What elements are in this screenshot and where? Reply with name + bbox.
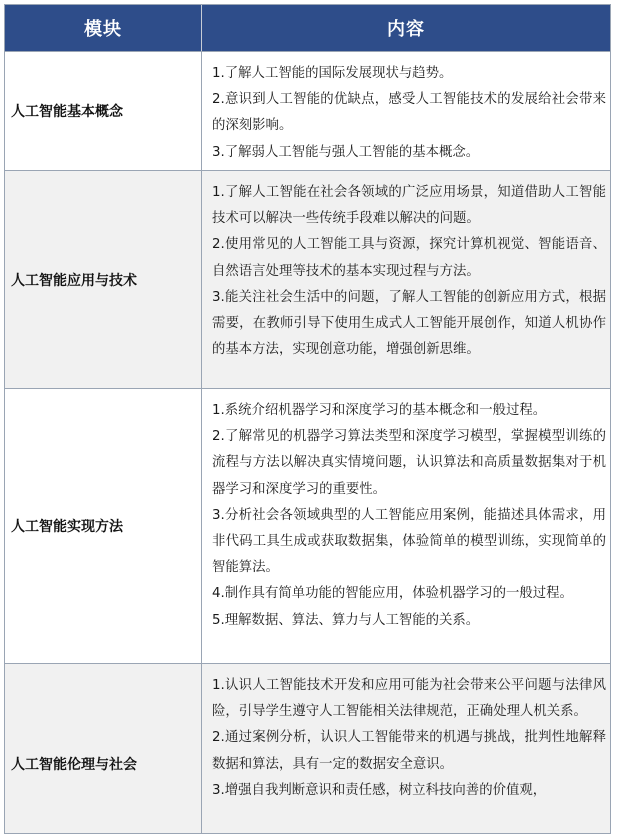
content-item: 3.分析社会各领域典型的人工智能应用案例，能描述具体需求，用非代码工具生成或获取数据集，体验简单的模型训练，实现简单的智能算法。 <box>212 507 606 576</box>
content-item: 2.意识到人工智能的优缺点，感受人工智能技术的发展给社会带来的深刻影响。 <box>212 92 606 134</box>
content-item: 4.制作具有简单功能的智能应用，体验机器学习的一般过程。 <box>212 586 573 602</box>
content-cell <box>202 171 610 388</box>
content-item: 5.理解数据、算法、算力与人工智能的关系。 <box>212 612 480 628</box>
table-row <box>5 663 610 834</box>
content-item: 3.了解弱人工智能与强人工智能的基本概念。 <box>212 144 480 160</box>
table-row <box>5 170 610 388</box>
content-item: 2.通过案例分析，认识人工智能带来的机遇与挑战，批判性地解释数据和算法，具有一定的数据安全意识。 <box>212 730 606 772</box>
content-cell <box>202 664 610 834</box>
content-item: 1.认识人工智能技术开发和应用可能为社会带来公平问题与法律风险，引导学生遵守人工智能相关法律规范，正确处理人机关系。 <box>212 678 606 720</box>
content-item: 1.系统介绍机器学习和深度学习的基本概念和一般过程。 <box>212 403 547 418</box>
table-row <box>5 388 610 663</box>
module-name: 人工智能实现方法 <box>5 389 202 663</box>
content-item: 1.了解人工智能的国际发展现状与趋势。 <box>212 66 453 81</box>
content-item: 1.了解人工智能在社会各领域的广泛应用场景，知道借助人工智能技术可以解决一些传统手段难以解决的问题。 <box>212 185 606 227</box>
content-item: 2.了解常见的机器学习算法类型和深度学习模型，掌握模型训练的流程与方法以解决真实情境问题，认识算法和高质量数据集对于机器学习和深度学习的重要性。 <box>212 429 606 497</box>
module-name: 人工智能伦理与社会 <box>5 664 202 834</box>
curriculum-table <box>4 4 611 834</box>
content-item: 3.能关注社会生活中的问题，了解人工智能的创新应用方式，根据需要，在教师引导下使用生成式人工智能开展创作，知道人机协作的基本方法，实现创意功能，增强创新思维。 <box>212 289 606 358</box>
table-header <box>5 5 610 51</box>
header-module: 模块 <box>5 5 202 51</box>
module-name: 人工智能基本概念 <box>5 52 202 170</box>
content-cell <box>202 389 610 663</box>
content-item: 2.使用常见的人工智能工具与资源，探究计算机视觉、智能语音、自然语言处理等技术的基本实现过程与方法。 <box>212 237 606 279</box>
header-content: 内容 <box>387 19 425 40</box>
table-row <box>5 51 610 170</box>
content-item: 3.增强自我判断意识和责任感，树立科技向善的价值观， <box>212 782 547 798</box>
content-cell <box>202 52 610 170</box>
module-name: 人工智能应用与技术 <box>5 171 202 388</box>
